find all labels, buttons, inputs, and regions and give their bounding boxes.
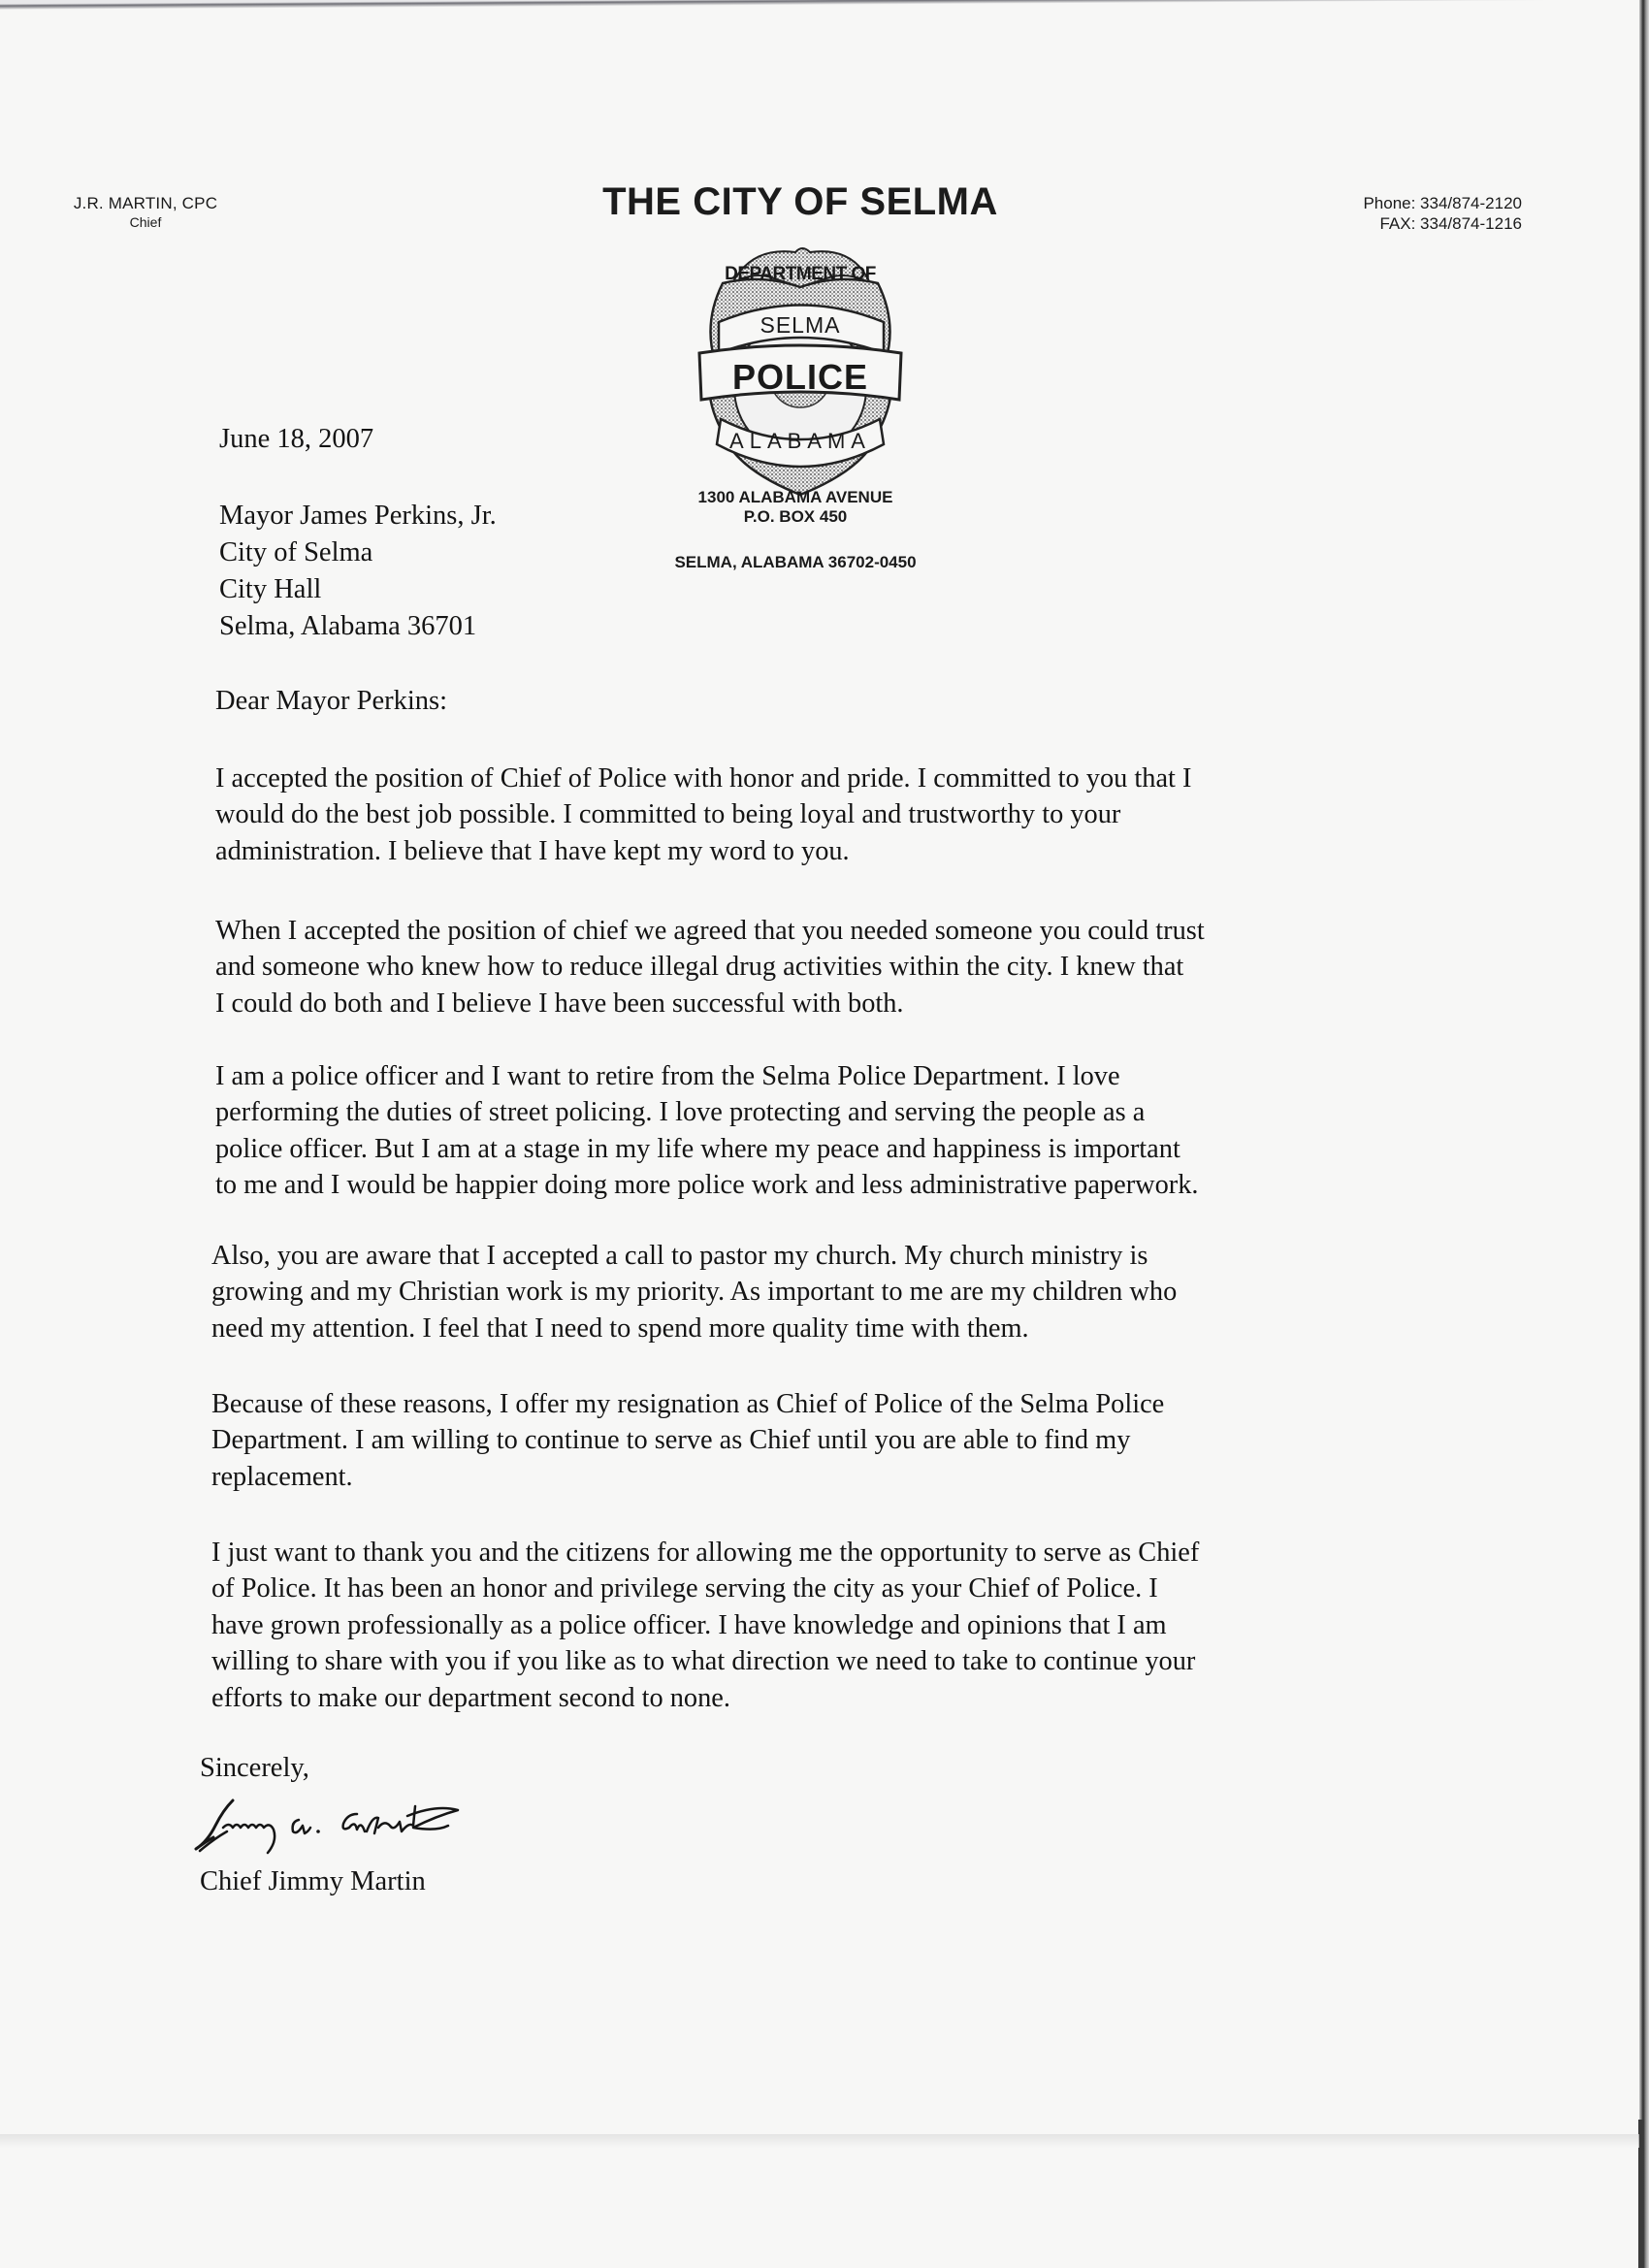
paragraph-line: I just want to thank you and the citizens for allowing me the opportunity to serve as Chief: [211, 1538, 1200, 1568]
paragraph-line: have grown professionally as a police officer. I have knowledge and opinions that I am: [211, 1610, 1167, 1640]
paragraph-line: and someone who knew how to reduce illegal drug activities within the city. I knew that: [215, 952, 1184, 982]
closing: Sincerely,: [200, 1753, 309, 1783]
sender-title: Chief: [129, 214, 162, 230]
badge-selma: SELMA: [760, 312, 841, 338]
paragraph-line: to me and I would be happier doing more police work and less administrative paperwork.: [215, 1170, 1199, 1200]
address-street: 1300 ALABAMA AVENUE: [697, 488, 893, 506]
paragraph-line: need my attention. I feel that I need to spend more quality time with them.: [211, 1313, 1029, 1344]
recipient-line: Mayor James Perkins, Jr.: [219, 501, 497, 531]
scan-right-edge: [1639, 0, 1649, 2268]
badge-alabama: ALABAMA: [729, 429, 871, 453]
paragraph-line: efforts to make our department second to none.: [211, 1683, 730, 1713]
handwritten-signature-icon: [194, 1793, 601, 1861]
badge-department-of: DEPARTMENT OF: [725, 264, 876, 284]
phone-number: Phone: 334/874-2120: [1363, 194, 1522, 212]
paragraph-line: I could do both and I believe I have been successful with both.: [215, 988, 904, 1019]
paragraph-line: I am a police officer and I want to retire from the Selma Police Department. I love: [215, 1061, 1120, 1091]
badge-police: POLICE: [731, 357, 868, 397]
paragraph-line: I accepted the position of Chief of Police with honor and pride. I committed to you that I: [215, 763, 1192, 794]
letterhead-title: THE CITY OF SELMA: [602, 180, 998, 223]
paragraph-line: Also, you are aware that I accepted a call to pastor my church. My church ministry is: [211, 1241, 1148, 1271]
letterhead-contact: [1363, 193, 1522, 234]
recipient-line: Selma, Alabama 36701: [219, 611, 477, 641]
police-badge-icon: [694, 244, 907, 499]
paragraph-line: When I accepted the position of chief we agreed that you needed someone you could trust: [215, 916, 1205, 946]
letter-date: June 18, 2007: [219, 424, 374, 454]
scan-top-edge: [0, 0, 1649, 12]
paragraph-line: Because of these reasons, I offer my resignation as Chief of Police of the Selma Police: [211, 1389, 1165, 1419]
address-city-state-zip: SELMA, ALABAMA 36702-0450: [674, 553, 917, 571]
paragraph-line: would do the best job possible. I committed to being loyal and trustworthy to your: [215, 799, 1121, 829]
paragraph-line: growing and my Christian work is my priority. As important to me are my children who: [211, 1277, 1178, 1307]
paragraph-line: of Police. It has been an honor and privilege serving the city as your Chief of Police. I: [211, 1573, 1158, 1604]
paragraph-line: willing to share with you if you like as to what direction we need to take to continue your: [211, 1646, 1196, 1676]
salutation: Dear Mayor Perkins:: [215, 686, 448, 716]
address-po-box: P.O. BOX 450: [743, 507, 848, 526]
paragraph-line: Department. I am willing to continue to serve as Chief until you are able to find my: [211, 1425, 1131, 1455]
sender-name: J.R. MARTIN, CPC: [73, 194, 218, 212]
letterhead-sender: [58, 194, 233, 231]
recipient-line: City Hall: [219, 574, 322, 604]
paragraph-line: replacement.: [211, 1462, 353, 1492]
fax-number: FAX: 334/874-1216: [1379, 214, 1522, 233]
paragraph-line: performing the duties of street policing. I love protecting and serving the people as a: [215, 1097, 1146, 1127]
recipient-line: City of Selma: [219, 537, 373, 567]
paragraph-line: police officer. But I am at a stage in my life where my peace and happiness is important: [215, 1134, 1180, 1164]
paragraph-line: administration. I believe that I have kept my word to you.: [215, 836, 850, 866]
signer-name: Chief Jimmy Martin: [200, 1866, 426, 1896]
scan-bottom-shadow: [0, 2134, 1639, 2148]
